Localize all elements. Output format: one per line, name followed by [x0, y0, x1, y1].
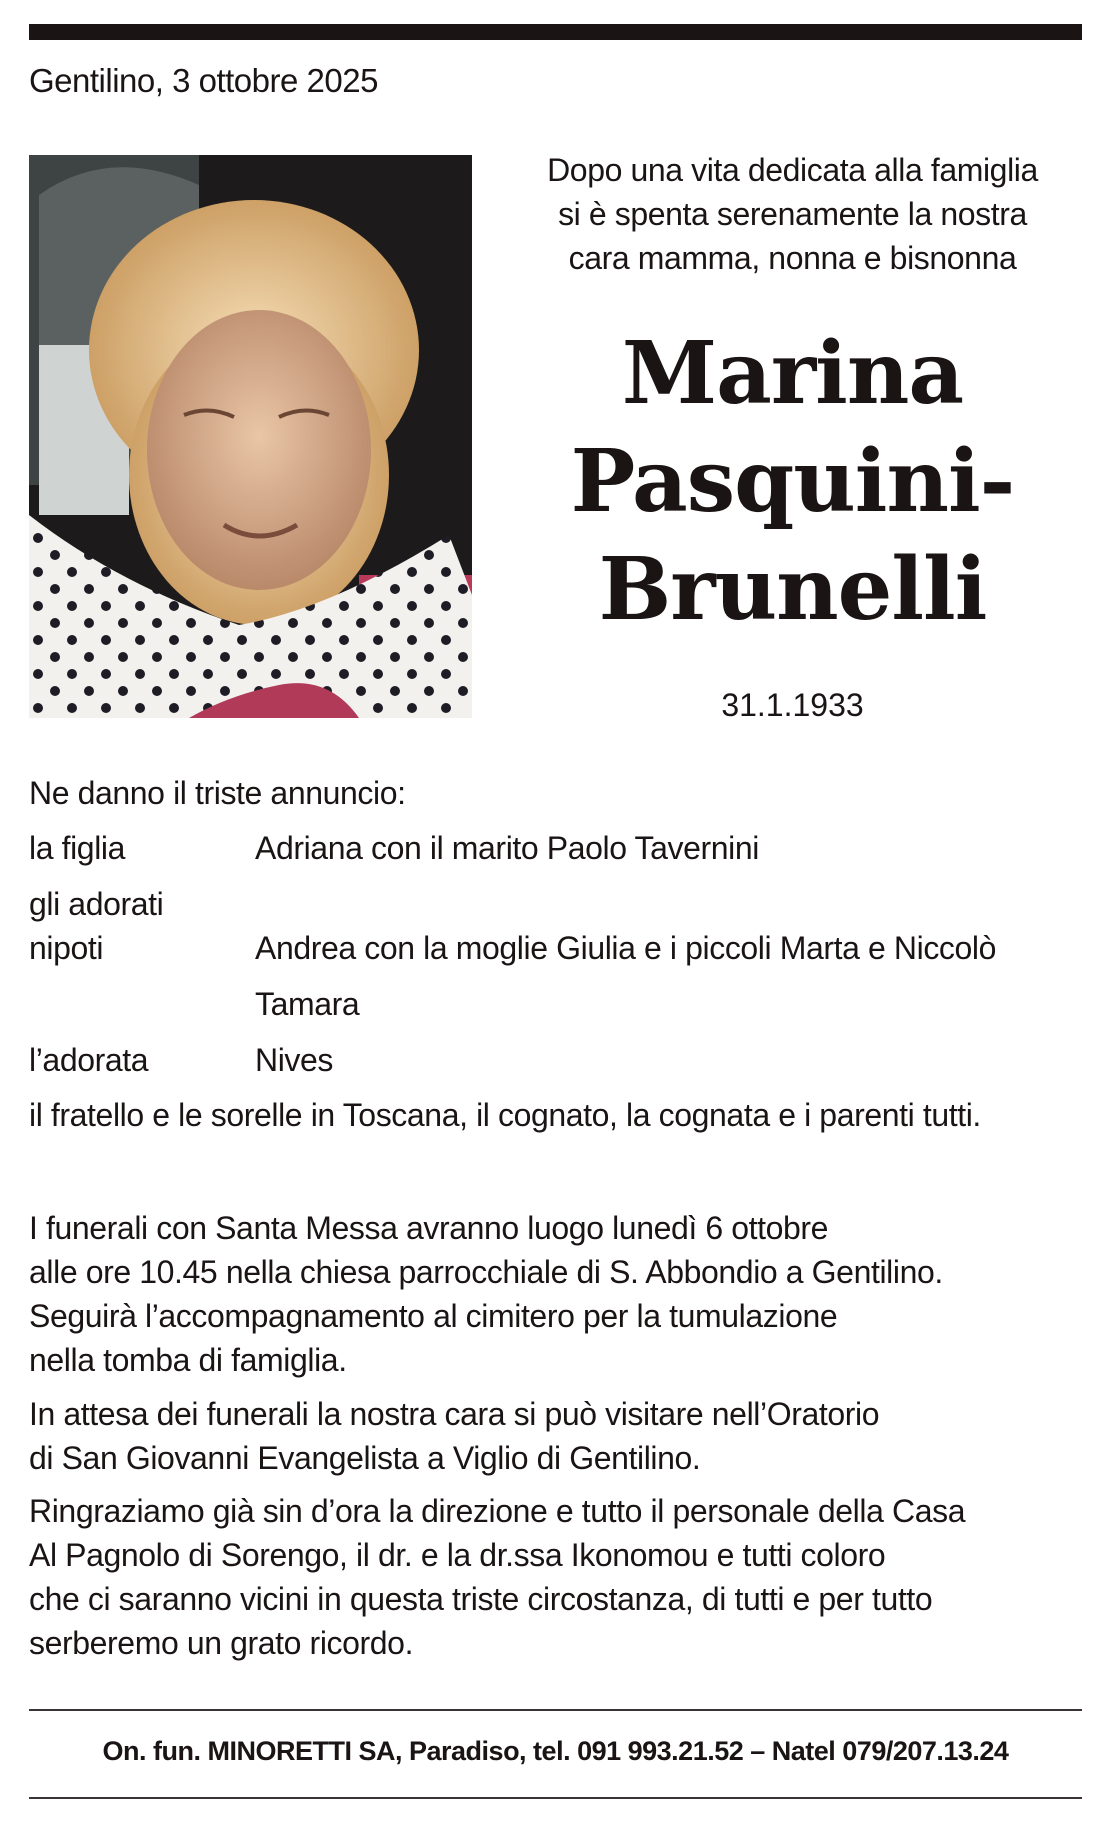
birth-date: 31.1.1933 — [721, 687, 864, 723]
thanks-paragraph — [29, 1489, 1079, 1665]
name-line: Pasquini- — [570, 431, 1015, 532]
dateline: Gentilino, 3 ottobre 2025 — [29, 62, 378, 99]
footer-bottom-rule — [29, 1797, 1082, 1799]
family-relation: l’adorata — [29, 1042, 149, 1078]
thanks-line: Al Pagnolo di Sorengo, il dr. e la dr.ssa Ikonomou e tutti coloro — [29, 1537, 886, 1573]
funeral-home-footer: On. fun. MINORETTI SA, Paradiso, tel. 091 993.21.52 – Natel 079/207.13.24 — [102, 1736, 1009, 1766]
family-relation: gli adorati — [29, 886, 164, 922]
family-relation: nipoti — [29, 930, 104, 966]
funeral-paragraph — [29, 1206, 1079, 1382]
family-names: Adriana con il marito Paolo Tavernini — [255, 830, 759, 866]
visitation-line: In attesa dei funerali la nostra cara si può visitare nell’Oratorio — [29, 1396, 880, 1432]
intro-text — [505, 148, 1080, 280]
intro-line: si è spenta serenamente la nostra — [558, 196, 1027, 232]
family-names: Nives — [255, 1042, 334, 1078]
funeral-line: I funerali con Santa Messa avranno luogo lunedì 6 ottobre — [29, 1210, 829, 1246]
funeral-line: nella tomba di famiglia. — [29, 1342, 347, 1378]
funeral-line: alle ore 10.45 nella chiesa parrocchiale di S. Abbondio a Gentilino. — [29, 1254, 943, 1290]
visitation-line: di San Giovanni Evangelista a Viglio di Gentilino. — [29, 1440, 701, 1476]
deceased-name — [505, 320, 1080, 644]
portrait-photo — [29, 155, 472, 718]
funeral-line: Seguirà l’accompagnamento al cimitero per la tumulazione — [29, 1298, 838, 1334]
thanks-line: serberemo un grato ricordo. — [29, 1625, 414, 1661]
family-names: Tamara — [255, 986, 360, 1022]
name-line: Marina — [621, 323, 964, 424]
thanks-line: che ci saranno vicini in questa triste circostanza, di tutti e per tutto — [29, 1581, 933, 1617]
top-border-bar — [29, 24, 1082, 40]
name-line: Brunelli — [598, 539, 987, 640]
thanks-line: Ringraziamo già sin d’ora la direzione e tutto il personale della Casa — [29, 1493, 966, 1529]
visitation-paragraph — [29, 1392, 1079, 1480]
family-names: Andrea con la moglie Giulia e i piccoli Marta e Niccolò — [255, 930, 997, 966]
footer-top-rule — [29, 1709, 1082, 1711]
intro-line: Dopo una vita dedicata alla famiglia — [547, 152, 1038, 188]
announcement-heading: Ne danno il triste annuncio: — [29, 775, 406, 811]
family-relation: la figlia — [29, 830, 126, 866]
announcement-closing: il fratello e le sorelle in Toscana, il cognato, la cognata e i parenti tutti. — [29, 1097, 981, 1133]
intro-line: cara mamma, nonna e bisnonna — [568, 240, 1017, 276]
